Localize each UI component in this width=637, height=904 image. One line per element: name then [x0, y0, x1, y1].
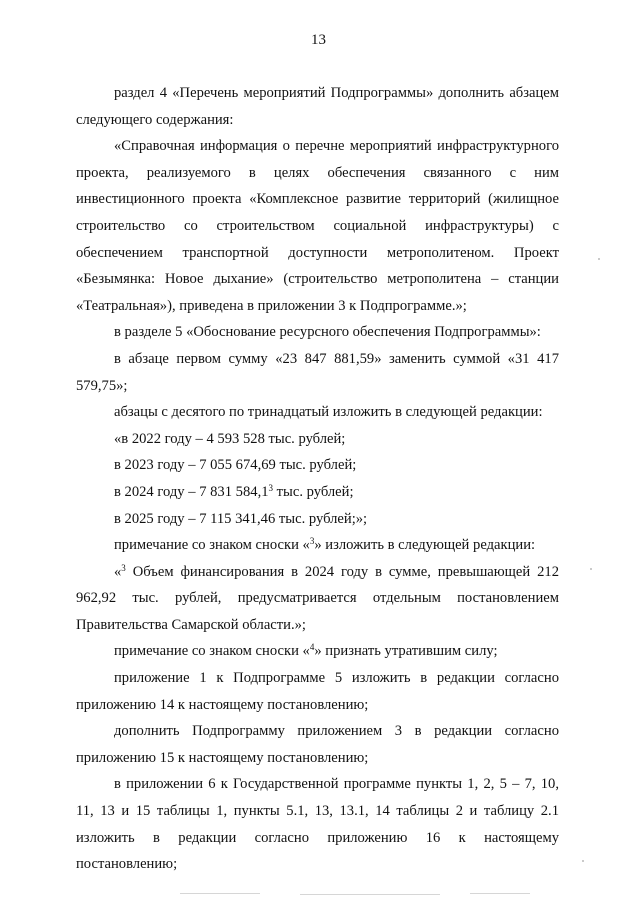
paragraph-sum-replace: в абзаце первом сумму «23 847 881,59» заменить суммой «31 417 579,75»;	[76, 350, 559, 394]
footnote4-note-pre: примечание со знаком сноски «	[114, 643, 310, 660]
footnote-mark: 3	[268, 482, 274, 493]
footnote3-note-post: » изложить в следующей редакции:	[314, 537, 536, 554]
paragraph-section4: раздел 4 «Перечень мероприятий Подпрограммы» дополнить абзацем следующего содержания:	[76, 85, 559, 128]
year-2024-text: в 2024 году – 7 831 584,1	[114, 483, 269, 500]
page-number: 13	[311, 32, 326, 48]
scan-speck	[598, 258, 600, 260]
paragraph-abzats-10-13: абзацы с десятого по тринадцатый изложить в следующей редакции:	[114, 404, 543, 421]
footnote-mark: 3	[121, 562, 126, 573]
paragraph-section5: в разделе 5 «Обоснование ресурсного обеспечения Подпрограммы»:	[114, 324, 541, 341]
paragraph-appendix6: в приложении 6 к Государственной программе пункты 1, 2, 5 – 7, 10, 11, 13 и 15 таблицы 1, пункты 5.1, 13, 13.1, 14 таблицы 2 и таблицу 2.1 изложить в редакции согласно приложению 16 к настоящему постановлению;	[76, 776, 559, 873]
footnote3-text-pre: «	[114, 563, 122, 580]
scan-speck	[582, 860, 584, 862]
scan-edge-line	[470, 893, 530, 894]
paragraph-footnote4-note	[76, 638, 559, 665]
paragraph-reference-info: «Справочная информация о перечне мероприятий инфраструктурного проекта, реализуемого в целях обеспечения связанного с ним инвестиционного проекта «Комплексное развитие территорий (жилищное строительство со строительством социальной инфраструктуры) с обеспечением транспортной доступности метрополитеном. Проект «Безымянка: Новое дыхание» (строительство метрополитена – станции «Театральная»), приведена в приложении 3 к Подпрограмме.»;	[76, 138, 559, 314]
footnote-mark: 3	[309, 536, 315, 547]
paragraph-add-appendix3: дополнить Подпрограмму приложением 3 в редакции согласно приложению 15 к настоящему постановлению;	[76, 723, 559, 766]
paragraph-appendix1: приложение 1 к Подпрограмме 5 изложить в редакции согласно приложению 14 к настоящему постановлению;	[76, 670, 559, 713]
paragraph-footnote3-note	[76, 532, 559, 559]
scan-speck	[590, 568, 592, 570]
footnote-mark: 4	[309, 642, 315, 653]
paragraph-footnote3-text	[76, 559, 559, 639]
year-2024-unit: тыс. рублей;	[273, 483, 354, 500]
scan-edge-line	[300, 894, 440, 895]
paragraph-year-2023: в 2023 году – 7 055 674,69 тыс. рублей;	[114, 457, 357, 474]
footnote4-note-post: » признать утратившим силу;	[314, 643, 498, 660]
paragraph-year-2024	[76, 479, 559, 506]
paragraph-year-2022: «в 2022 году – 4 593 528 тыс. рублей;	[114, 430, 346, 447]
footnote3-note-pre: примечание со знаком сноски «	[114, 537, 310, 554]
scan-edge-line	[180, 893, 260, 894]
document-body	[76, 80, 559, 878]
footnote3-text-post: Объем финансирования в 2024 году в сумме, превышающей 212 962,92 тыс. рублей, предусматривается отдельным постановлением Правительства Самарской области.»;	[76, 563, 559, 633]
paragraph-year-2025: в 2025 году – 7 115 341,46 тыс. рублей;»;	[114, 510, 368, 527]
